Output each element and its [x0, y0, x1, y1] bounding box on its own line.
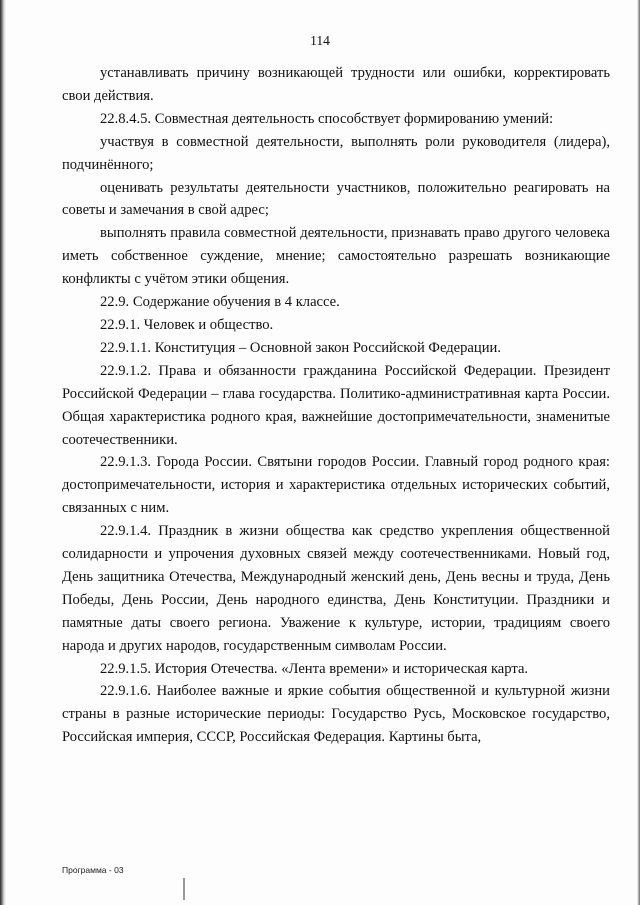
body-text	[62, 62, 610, 749]
paragraph-22-9-1-6: 22.9.1.6. Наиболее важные и яркие события общественной и культурной жизни страны в разные исторические периоды: Государство Русь, Московское государство, Российская империя, СССР, Российская Федерация. Картины быта,	[62, 683, 610, 746]
paragraph-22-9-1: 22.9.1. Человек и общество.	[100, 316, 274, 333]
page-number: 114	[310, 33, 330, 48]
paragraph-22-8-4-5: 22.8.4.5. Совместная деятельность способствует формированию умений:	[100, 110, 554, 127]
paragraph-22-9: 22.9. Содержание обучения в 4 классе.	[100, 294, 340, 311]
page-footer: Программа - 03	[62, 865, 124, 875]
paragraph-skill-roles: участвуя в совместной деятельности, выполнять роли руководителя (лидера), подчинённого;	[62, 133, 610, 173]
scan-mark	[183, 878, 185, 900]
paragraph-skill-rules: выполнять правила совместной деятельности, признавать право другого человека иметь собственное суждение, мнение; самостоятельно разрешать возникающие конфликты с учётом этики общения.	[62, 225, 610, 288]
paragraph-22-9-1-3: 22.9.1.3. Города России. Святыни городов России. Главный город родного края: достопримечательности, история и характеристика отдельных исторических событий, связанных с ним.	[62, 454, 610, 517]
paragraph-continuation: устанавливать причину возникающей трудности или ошибки, корректировать свои действия.	[62, 65, 610, 104]
paragraph-22-9-1-1: 22.9.1.1. Конституция – Основной закон Российской Федерации.	[100, 339, 501, 356]
paragraph-22-9-1-2: 22.9.1.2. Права и обязанности гражданина Российской Федерации. Президент Российской Федерации – глава государства. Политико-административная карта России. Общая характеристика родного края, важнейшие достопримечательности, знаменитые соотечественники.	[62, 362, 610, 448]
paragraph-skill-evaluate: оценивать результаты деятельности участников, положительно реагировать на советы и замечания в свой адрес;	[62, 179, 610, 219]
paragraph-22-9-1-5: 22.9.1.5. История Отечества. «Лента времени» и историческая карта.	[100, 660, 529, 677]
paragraph-22-9-1-4: 22.9.1.4. Праздник в жизни общества как средство укрепления общественной солидарности и упрочения духовных связей между соотечественниками. Новый год, День защитника Отечества, Международный женский день, День весны и труда, День Победы, День России, День народного единства, День Конституции. Праздники и памятные даты своего региона. Уважение к культуре, истории, традициям своего народа и других народов, государственным символам России.	[62, 523, 610, 654]
scan-left-edge	[0, 0, 6, 905]
